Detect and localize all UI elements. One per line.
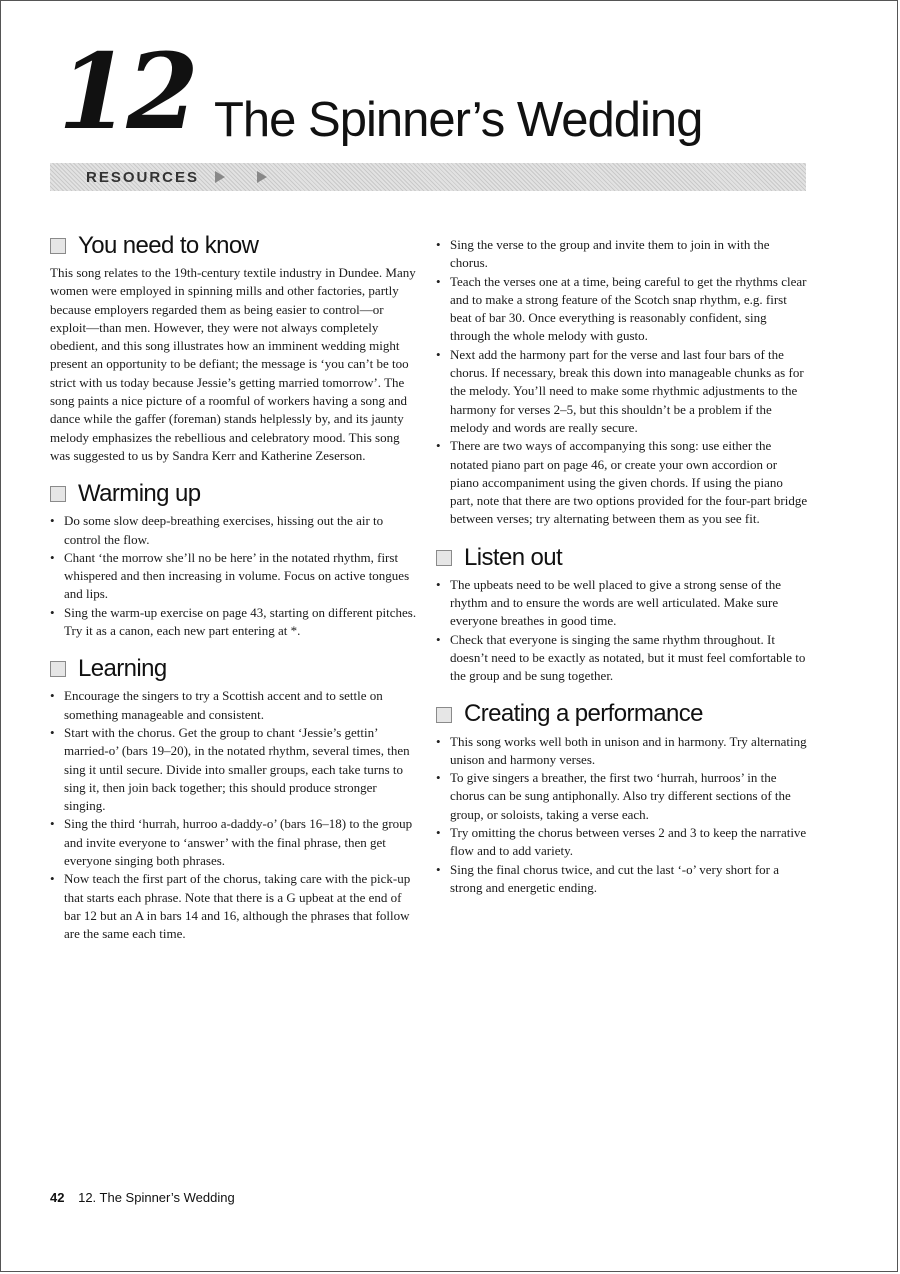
list-item: • Encourage the singers to try a Scottish accent and to settle on something manageable and consistent. <box>50 687 420 724</box>
chapter-title: The Spinner’s Wedding <box>214 93 703 147</box>
list-item: • Sing the warm-up exercise on page 43, starting on different pitches. Try it as a canon, each new part entering at *. <box>50 604 420 641</box>
chapter-number: 12 <box>58 30 195 153</box>
list-item: • The upbeats need to be well placed to give a strong sense of the rhythm and to ensure the words are well articulated. Make sure everyone breathes in good time. <box>436 576 808 631</box>
list-item: • Sing the final chorus twice, and cut the last ‘-o’ very short for a strong and energetic ending. <box>436 861 808 898</box>
square-icon <box>436 707 452 723</box>
running-title: 12. The Spinner’s Wedding <box>78 1190 235 1205</box>
list-item: • Now teach the first part of the chorus, taking care with the pick-up that starts each phrase. Note that there is a G upbeat at the end of bar 12 but an A in bars 14 and 16, although the phrases that follow are the same each time. <box>50 870 420 943</box>
section-heading <box>50 651 420 687</box>
list-item: • There are two ways of accompanying this song: use either the notated piano part on page 46, or create your own accordion or piano accompaniment using the given chords. If using the piano part, note that there are two options provided for the four-part bridge between verses; try alternating between them as you see fit. <box>436 437 808 528</box>
bullet-list <box>50 687 420 943</box>
section-warming-up <box>50 476 420 640</box>
list-item: • Chant ‘the morrow she’ll no be here’ in the notated rhythm, first whispered and then increasing in volume. Focus on active tongues and lips. <box>50 549 420 604</box>
section-heading-text: Listen out <box>464 543 563 571</box>
bullet-list <box>50 512 420 640</box>
section-heading-text: Warming up <box>78 480 201 508</box>
bullet-list <box>436 733 808 898</box>
arrow-right-icon <box>257 171 267 183</box>
section-body: This song relates to the 19th-century textile industry in Dundee. Many women were employed in spinning mills and other factories, partly because employers regarded them as being easier to control—or exploit—than men. However, they were not always completely obedient, and this song illustrates how an imminent wedding might present an opportunity to be defiant; the message is ‘you can’t be too strict with us today because Jessie’s getting married tomorrow’. The song paints a nice picture of a roomful of workers having a song and dance while the gaffer (foreman) stands helplessly by, and its jaunty melody emphasizes the rebellious and celebratory mood. This song was suggested to us by Sandra Kerr and Katherine Zeserson. <box>50 265 416 463</box>
section-you-need-to-know <box>50 228 420 465</box>
left-column <box>50 228 420 955</box>
page-number: 42 <box>50 1190 65 1205</box>
section-heading-text: Learning <box>78 655 167 683</box>
resources-label: RESOURCES <box>86 169 200 186</box>
section-heading <box>436 697 808 733</box>
section-listen-out <box>436 540 808 686</box>
list-item: • This song works well both in unison and in harmony. Try alternating unison and harmony verses. <box>436 733 808 770</box>
section-learning <box>50 651 420 943</box>
list-item: • Sing the verse to the group and invite them to join in with the chorus. <box>436 236 808 273</box>
square-icon <box>50 238 66 254</box>
section-heading <box>50 228 420 264</box>
square-icon <box>50 661 66 677</box>
list-item: • Check that everyone is singing the same rhythm throughout. It doesn’t need to be exactly as notated, but it must feel comfortable to the group and be sung together. <box>436 631 808 686</box>
bullet-list <box>436 576 808 686</box>
list-item: • To give singers a breather, the first two ‘hurrah, hurroos’ in the chorus can be sung antiphonally. Also try different sections of the group, or soloists, taking a verse each. <box>436 769 808 824</box>
section-heading-text: You need to know <box>78 231 259 259</box>
resources-bar <box>50 163 806 191</box>
bullet-list <box>436 236 808 529</box>
arrow-right-icon <box>215 171 225 183</box>
list-item: • Try omitting the chorus between verses 2 and 3 to keep the narrative flow and to add variety. <box>436 824 808 861</box>
section-creating-a-performance <box>436 697 808 898</box>
list-item: • Start with the chorus. Get the group to chant ‘Jessie’s gettin’ married-o’ (bars 19–20), in the notated rhythm, several times, then sing it until secure. Divide into smaller groups, each take turns to sing it, then join back together; this should produce stronger singing. <box>50 724 420 815</box>
section-learning-continued <box>436 236 808 529</box>
list-item: • Teach the verses one at a time, being careful to get the rhythms clear and to make a strong feature of the Scotch snap rhythm, e.g. first beat of bar 30. Once everything is reasonably confident, sing through the whole melody with gusto. <box>436 273 808 346</box>
list-item: • Sing the third ‘hurrah, hurroo a-daddy-o’ (bars 16–18) to the group and invite everyone to ‘answer’ with the final phrase, then get everyone singing both phrases. <box>50 815 420 870</box>
section-heading-text: Creating a performance <box>464 700 703 728</box>
section-heading <box>50 476 420 512</box>
section-heading <box>436 540 808 576</box>
list-item: • Next add the harmony part for the verse and last four bars of the chorus. If necessary, break this down into manageable chunks as for the melody. You’ll need to make some rhythmic adjustments to the harmony for verses 2–5, but this shouldn’t be a problem if the melody and words are really secure. <box>436 346 808 437</box>
list-item: • Do some slow deep-breathing exercises, hissing out the air to control the flow. <box>50 512 420 549</box>
page-footer <box>50 1190 235 1205</box>
square-icon <box>50 486 66 502</box>
right-column <box>436 236 808 908</box>
square-icon <box>436 550 452 566</box>
